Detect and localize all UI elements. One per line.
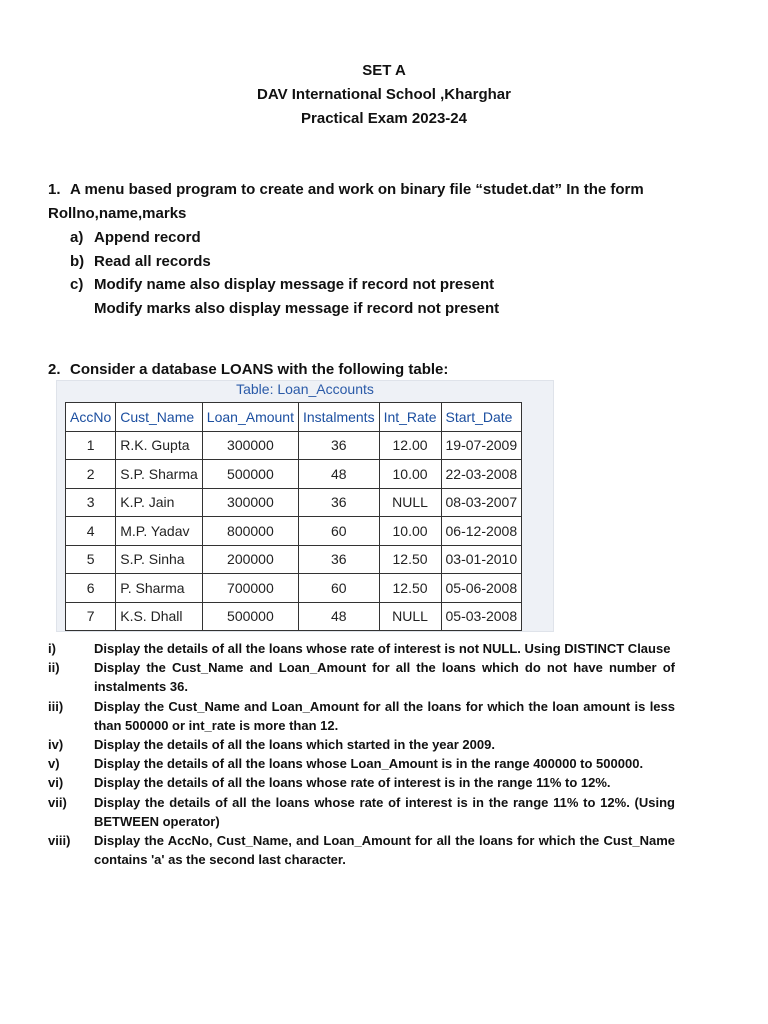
option-a (70, 226, 201, 250)
question-number: ii) (48, 660, 60, 676)
question-text: Display the details of all the loans whose Loan_Amount is in the range 400000 to 500000. (94, 756, 644, 772)
question-number: vi) (48, 775, 64, 791)
option-b-label: b) (70, 253, 85, 270)
question-text: Display the AccNo, Cust_Name, and Loan_Amount for all the loans for which the Cust_Name contains 'a' as the second last character. (94, 833, 675, 868)
cell: 300000 (202, 488, 298, 517)
cell: 10.00 (379, 460, 441, 489)
question-2-text: Consider a database LOANS with the following table: (70, 361, 449, 378)
col-start-date: Start_Date (441, 403, 522, 432)
cell: S.P. Sinha (116, 545, 203, 574)
cell: 36 (298, 431, 379, 460)
question-text: Display the Cust_Name and Loan_Amount for all the loans which do not have number of instalments 36. (94, 660, 675, 695)
question-1-text-line1: A menu based program to create and work on binary file “studet.dat” In the form (70, 181, 644, 198)
cell: 7 (66, 602, 116, 631)
cell: S.P. Sharma (116, 460, 203, 489)
table-caption: Table: Loan_Accounts (236, 381, 374, 397)
cell: NULL (379, 602, 441, 631)
option-a-label: a) (70, 229, 84, 246)
cell: 300000 (202, 431, 298, 460)
cell: 05-06-2008 (441, 574, 522, 603)
cell: 36 (298, 488, 379, 517)
cell: 60 (298, 574, 379, 603)
question-text: Display the details of all the loans whose rate of interest is in the range 11% to 12%. (94, 775, 611, 791)
col-cust-name: Cust_Name (116, 403, 203, 432)
question-1-number: 1. (48, 181, 61, 198)
option-b-text: Read all records (94, 253, 211, 270)
col-loan-amount: Loan_Amount (202, 403, 298, 432)
cell: 48 (298, 460, 379, 489)
set-title: SET A (362, 62, 406, 79)
question-2-number: 2. (48, 361, 61, 378)
question-item (48, 697, 675, 735)
question-item (48, 773, 675, 792)
col-accno: AccNo (66, 403, 116, 432)
cell: 08-03-2007 (441, 488, 522, 517)
option-c-extra-text: Modify marks also display message if record not present (94, 300, 500, 317)
cell: 10.00 (379, 517, 441, 546)
cell: 03-01-2010 (441, 545, 522, 574)
question-text: Display the details of all the loans whose rate of interest is not NULL. Using DISTINCT Clause (94, 641, 671, 656)
table-row (66, 545, 522, 574)
option-a-text: Append record (94, 229, 201, 246)
cell: 200000 (202, 545, 298, 574)
table-row (66, 488, 522, 517)
exam-title: Practical Exam 2023-24 (301, 110, 467, 127)
question-number: iii) (48, 698, 64, 714)
cell: 12.50 (379, 545, 441, 574)
col-instalments: Instalments (298, 403, 379, 432)
option-b (70, 250, 211, 274)
cell: P. Sharma (116, 574, 203, 603)
option-c-text: Modify name also display message if record not present (94, 276, 495, 293)
question-number: v) (48, 756, 60, 772)
question-text: Display the details of all the loans whose rate of interest is in the range 11% to 12%. (Using BETWEEN operator) (94, 794, 675, 829)
cell: 22-03-2008 (441, 460, 522, 489)
cell: 800000 (202, 517, 298, 546)
cell: K.P. Jain (116, 488, 203, 517)
table-header-row (66, 403, 522, 432)
cell: 1 (66, 431, 116, 460)
col-int-rate: Int_Rate (379, 403, 441, 432)
question-list (48, 639, 675, 869)
option-c (70, 273, 494, 297)
question-number: i) (48, 641, 56, 656)
loan-table-image (56, 380, 554, 632)
question-item (48, 754, 675, 773)
loan-accounts-table (65, 402, 522, 631)
question-item (48, 831, 675, 869)
cell: 500000 (202, 602, 298, 631)
question-1-line2 (48, 202, 688, 226)
cell: 60 (298, 517, 379, 546)
cell: 4 (66, 517, 116, 546)
cell: M.P. Yadav (116, 517, 203, 546)
school-name: DAV International School ,Kharghar (257, 86, 511, 103)
question-2 (48, 358, 688, 382)
cell: 36 (298, 545, 379, 574)
question-item (48, 639, 675, 658)
cell: 05-03-2008 (441, 602, 522, 631)
question-item (48, 658, 675, 696)
cell: NULL (379, 488, 441, 517)
cell: 6 (66, 574, 116, 603)
question-item (48, 793, 675, 831)
cell: K.S. Dhall (116, 602, 203, 631)
cell: 19-07-2009 (441, 431, 522, 460)
table-row (66, 517, 522, 546)
cell: 700000 (202, 574, 298, 603)
question-text: Display the Cust_Name and Loan_Amount for all the loans for which the loan amount is less than 500000 or int_rate is more than 12. (94, 698, 675, 733)
question-number: viii) (48, 833, 71, 849)
question-text: Display the details of all the loans which started in the year 2009. (94, 737, 495, 753)
option-c-extra (94, 297, 499, 321)
question-number: vii) (48, 794, 67, 810)
cell: 3 (66, 488, 116, 517)
cell: R.K. Gupta (116, 431, 203, 460)
table-row (66, 602, 522, 631)
cell: 48 (298, 602, 379, 631)
option-c-label: c) (70, 276, 84, 293)
cell: 2 (66, 460, 116, 489)
cell: 12.50 (379, 574, 441, 603)
question-number: iv) (48, 737, 64, 753)
cell: 5 (66, 545, 116, 574)
table-row (66, 574, 522, 603)
table-row (66, 460, 522, 489)
table-row (66, 431, 522, 460)
cell: 500000 (202, 460, 298, 489)
cell: 06-12-2008 (441, 517, 522, 546)
cell: 12.00 (379, 431, 441, 460)
question-1 (48, 178, 688, 202)
question-item (48, 735, 675, 754)
question-1-text-line2: Rollno,name,marks (48, 205, 187, 222)
